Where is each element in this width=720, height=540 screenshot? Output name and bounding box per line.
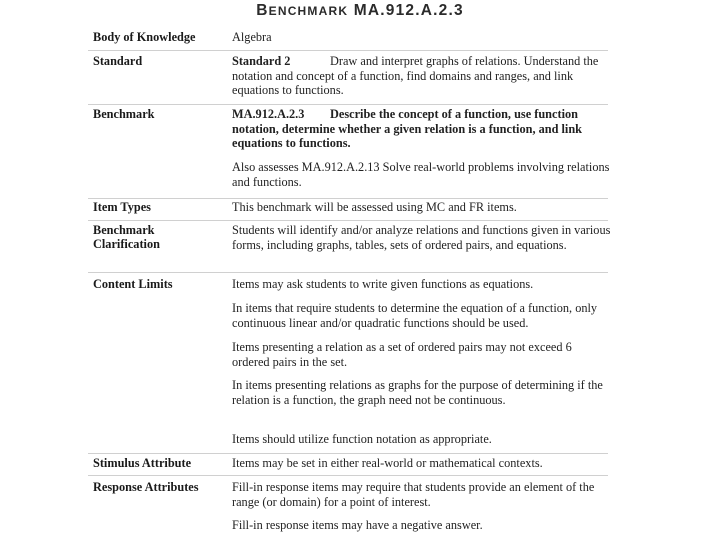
title-code: MA.912.A.2.3	[353, 2, 464, 19]
item-types-label: Item Types	[93, 200, 151, 214]
response-attribute-item: Fill-in response items may require that students provide an element of the range (or domain) for a point of interest.	[232, 480, 595, 509]
benchmark-also-assesses: Also assesses MA.912.A.2.13 Solve real-world problems involving relations and functions.	[232, 160, 610, 189]
benchmark-text: Describe the concept of a function, use function notation, determine whether a given relation is a function, and link equations to functions.	[232, 107, 583, 150]
content-limit-item: Items presenting a relation as a set of ordered pairs may not exceed 6 ordered pairs in the set.	[232, 340, 572, 369]
row-divider	[88, 475, 608, 476]
item-types-value: This benchmark will be assessed using MC and FR items.	[232, 200, 517, 214]
row-divider	[88, 104, 608, 105]
title-prefix-initial: B	[256, 2, 269, 19]
row-divider	[88, 198, 608, 199]
benchmark-label: Benchmark	[93, 107, 155, 121]
body-of-knowledge-value: Algebra	[232, 30, 272, 44]
clarification-label	[93, 223, 160, 251]
standard-label: Standard	[93, 54, 143, 68]
stimulus-attribute-label: Stimulus Attribute	[93, 456, 192, 470]
standard-text: Draw and interpret graphs of relations. Understand the notation and concept of a function, find domains and ranges, and link equations to functions.	[232, 54, 599, 97]
content-limit-item: In items that require students to determine the equation of a function, only continuous linear and/or quadratic functions should be used.	[232, 301, 598, 330]
benchmark-code: MA.912.A.2.3	[232, 107, 305, 121]
response-attributes-label: Response Attributes	[93, 480, 199, 494]
row-divider	[88, 272, 608, 273]
row-divider	[88, 50, 608, 51]
standard-value	[232, 54, 612, 98]
response-attribute-item: Fill-in response items may have a negative answer.	[232, 518, 483, 532]
content-limits-label: Content Limits	[93, 277, 173, 291]
body-of-knowledge-label: Body of Knowledge	[93, 30, 196, 44]
title-prefix-rest: ENCHMARK	[268, 4, 349, 18]
clarification-label-line2: Clarification	[93, 237, 160, 251]
page-title	[0, 2, 720, 20]
standard-number: Standard 2	[232, 54, 291, 68]
content-limit-item: Items may ask students to write given functions as equations.	[232, 277, 534, 291]
stimulus-attribute-value: Items may be set in either real-world or mathematical contexts.	[232, 456, 543, 470]
content-limit-item: Items should utilize function notation as appropriate.	[232, 432, 492, 446]
clarification-value: Students will identify and/or analyze relations and functions given in various forms, including graphs, tables, sets of ordered pairs, and equations.	[232, 223, 611, 252]
row-divider	[88, 453, 608, 454]
clarification-label-line1: Benchmark	[93, 223, 155, 237]
row-divider	[88, 220, 608, 221]
content-limit-item: In items presenting relations as graphs for the purpose of determining if the relation is a function, the graph need not be continuous.	[232, 378, 603, 407]
benchmark-value	[232, 107, 612, 151]
